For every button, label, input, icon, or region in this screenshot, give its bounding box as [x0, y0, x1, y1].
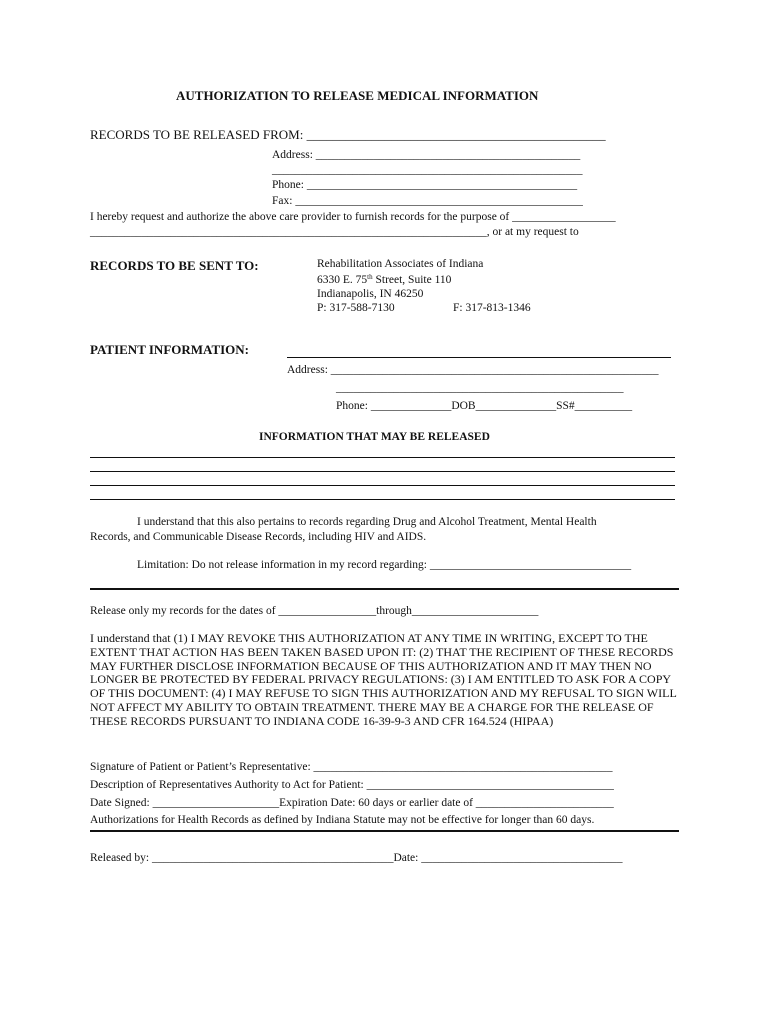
- request-purpose-line2[interactable]: _____________________________________________________________________, or at my request to: [90, 226, 579, 238]
- records-sent-to-label: RECORDS TO BE SENT TO:: [90, 258, 259, 273]
- understand-text-line1: I understand that this also pertains to records regarding Drug and Alcohol Treatment, Mental Health: [137, 516, 597, 528]
- section-divider: [90, 830, 679, 832]
- from-phone-field[interactable]: Phone: _______________________________________________: [272, 179, 578, 191]
- patient-address-line2-field[interactable]: __________________________________________________: [336, 382, 624, 394]
- section-divider: [90, 588, 679, 590]
- released-by-field[interactable]: Released by: __________________________________________Date: ___________________________________: [90, 852, 623, 864]
- from-address-line2-field[interactable]: ______________________________________________________: [272, 164, 583, 176]
- date-signed-expiration-field[interactable]: Date Signed: ______________________Expiration Date: 60 days or earlier date of ________________________: [90, 797, 614, 809]
- patient-address-field[interactable]: Address: _________________________________________________________: [287, 364, 659, 376]
- patient-phone-dob-ss-field[interactable]: Phone: ______________DOB______________SS#__________: [336, 400, 633, 412]
- info-released-line[interactable]: [90, 457, 675, 458]
- revocation-terms: I understand that (1) I MAY REVOKE THIS AUTHORIZATION AT ANY TIME IN WRITING, EXCEPT TO THE EXTENT THAT ACTION HAS BEEN TAKEN BASED UPON IT: (2) THAT THE RECIPIENT OF THESE RECORDS MAY FURTHER DISCLOSE INFORMATION BECAUSE OF THIS AUTHORIZATION AND IT MAY THEN NO LONGER BE PROTECTED BY FEDERAL PRIVACY REGULATIONS: (3) I AM ENTITLED TO ASK FOR A COPY OF THIS DOCUMENT: (4) I MAY REFUSE TO SIGN THIS AUTHORIZATION AND MY REFUSAL TO SIGN WILL NOT AFFECT MY ABILITY TO OBTAIN TREATMENT. THERE MAY BE A CHARGE FOR THE RELEASE OF THESE RECORDS PURSUANT TO INDIANA CODE 16-39-9-3 AND CFR 164.524 (HIPAA): [90, 631, 677, 728]
- recipient-city: Indianapolis, IN 46250: [317, 288, 424, 300]
- from-fax-field[interactable]: Fax: __________________________________________________: [272, 195, 583, 207]
- understand-text-line2: Records, and Communicable Disease Records, including HIV and AIDS.: [90, 531, 427, 543]
- signature-field[interactable]: Signature of Patient or Patient’s Representative: ____________________________________________________: [90, 761, 613, 773]
- info-released-line[interactable]: [90, 485, 675, 486]
- release-dates-field[interactable]: Release only my records for the dates of _________________through______________________: [90, 605, 539, 617]
- statute-notice: Authorizations for Health Records as defined by Indiana Statute may not be effective for longer than 60 days.: [90, 814, 595, 826]
- recipient-fax: F: 317-813-1346: [453, 302, 531, 314]
- records-released-from-field[interactable]: RECORDS TO BE RELEASED FROM: ______________________________________________: [90, 127, 606, 142]
- recipient-phone: P: 317-588-7130: [317, 302, 395, 314]
- info-released-line[interactable]: [90, 471, 675, 472]
- page-title: AUTHORIZATION TO RELEASE MEDICAL INFORMATION: [176, 88, 539, 103]
- limitation-field[interactable]: Limitation: Do not release information in my record regarding: ___________________________________: [137, 559, 632, 571]
- from-address-field[interactable]: Address: ______________________________________________: [272, 149, 581, 161]
- info-released-heading: INFORMATION THAT MAY BE RELEASED: [259, 431, 490, 443]
- recipient-street: 6330 E. 75th Street, Suite 110: [317, 273, 452, 286]
- request-purpose-line[interactable]: I hereby request and authorize the above care provider to furnish records for the purpose of __________________: [90, 211, 616, 223]
- representative-authority-field[interactable]: Description of Representatives Authority to Act for Patient: ___________________________________________: [90, 779, 614, 791]
- recipient-name: Rehabilitation Associates of Indiana: [317, 258, 484, 270]
- info-released-line[interactable]: [90, 499, 675, 500]
- patient-information-label: PATIENT INFORMATION:: [90, 342, 250, 357]
- patient-name-field[interactable]: [287, 357, 671, 358]
